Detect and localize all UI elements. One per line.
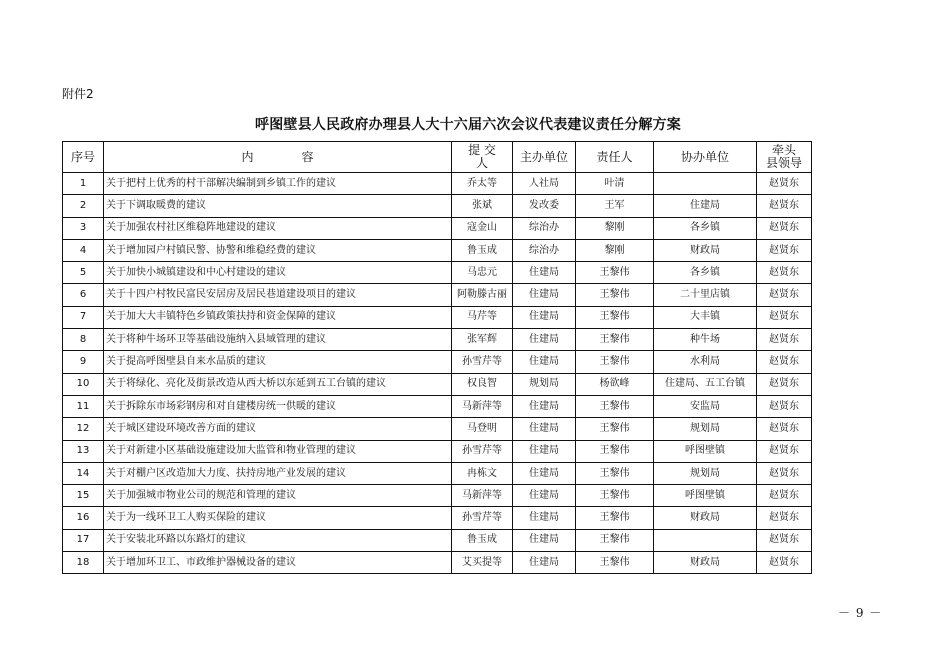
cell-host: 住建局: [513, 440, 576, 462]
header-submitter-line1: 提 交: [468, 143, 496, 157]
cell-responsible: 王黎伟: [576, 552, 654, 574]
table-row: [63, 217, 812, 239]
cell-leader: 赵贤东: [757, 485, 812, 507]
cell-content: 关于加强城市物业公司的规范和管理的建议: [104, 485, 452, 507]
table-row: [63, 239, 812, 261]
cell-leader: 赵贤东: [757, 373, 812, 395]
cell-responsible: 王黎伟: [576, 351, 654, 373]
cell-responsible: 王黎伟: [576, 418, 654, 440]
table-row: [63, 329, 812, 351]
document-title: 呼图壁县人民政府办理县人大十六届六次会议代表建议责任分解方案: [255, 117, 681, 133]
cell-seq: 9: [63, 351, 104, 373]
table-row: [63, 507, 812, 529]
cell-host: 住建局: [513, 485, 576, 507]
cell-leader: 赵贤东: [757, 217, 812, 239]
cell-host: 住建局: [513, 529, 576, 551]
cell-seq: 2: [63, 195, 104, 217]
table-row: [63, 262, 812, 284]
header-assist: 协办单位: [654, 142, 757, 173]
cell-assist: 种牛场: [654, 329, 757, 351]
cell-content: 关于加强农村社区维稳阵地建设的建议: [104, 217, 452, 239]
table-row: [63, 173, 812, 195]
cell-content: 关于提高呼图壁县自来水品质的建议: [104, 351, 452, 373]
cell-seq: 15: [63, 485, 104, 507]
cell-content: 关于拆除东市场彩钢房和对自建楼房统一供暖的建议: [104, 395, 452, 417]
cell-host: 住建局: [513, 306, 576, 328]
cell-content: 关于安装北环路以东路灯的建议: [104, 529, 452, 551]
cell-leader: 赵贤东: [757, 284, 812, 306]
cell-seq: 14: [63, 462, 104, 484]
cell-assist: 财政局: [654, 507, 757, 529]
cell-leader: 赵贤东: [757, 351, 812, 373]
cell-leader: 赵贤东: [757, 395, 812, 417]
cell-seq: 8: [63, 329, 104, 351]
cell-submitter: 孙雪芹等: [452, 351, 513, 373]
cell-assist: 规划局: [654, 462, 757, 484]
attachment-label: 附件2: [62, 87, 94, 101]
table-row: [63, 351, 812, 373]
cell-submitter: 权良智: [452, 373, 513, 395]
cell-assist: 二十里店镇: [654, 284, 757, 306]
cell-host: 综治办: [513, 217, 576, 239]
cell-responsible: 王黎伟: [576, 395, 654, 417]
cell-submitter: 马新萍等: [452, 395, 513, 417]
cell-seq: 13: [63, 440, 104, 462]
cell-submitter: 鲁玉成: [452, 239, 513, 261]
cell-assist: 安监局: [654, 395, 757, 417]
table-row: [63, 284, 812, 306]
cell-leader: 赵贤东: [757, 552, 812, 574]
table-row: [63, 195, 812, 217]
cell-seq: 10: [63, 373, 104, 395]
table-row: [63, 306, 812, 328]
responsibility-table: [62, 141, 812, 574]
cell-content: 关于增加园户村镇民警、协警和维稳经费的建议: [104, 239, 452, 261]
cell-seq: 4: [63, 239, 104, 261]
table-header-row: [63, 142, 812, 173]
cell-responsible: 王黎伟: [576, 462, 654, 484]
cell-assist: [654, 173, 757, 195]
cell-submitter: 马新萍等: [452, 485, 513, 507]
cell-seq: 12: [63, 418, 104, 440]
header-leader-line1: 牵头: [771, 143, 796, 157]
cell-assist: 财政局: [654, 552, 757, 574]
cell-content: 关于下调取暖费的建议: [104, 195, 452, 217]
cell-responsible: 王黎伟: [576, 507, 654, 529]
cell-submitter: 寇金山: [452, 217, 513, 239]
header-submitter-line2: 人: [475, 156, 488, 170]
table-row: [63, 529, 812, 551]
header-leader: [757, 142, 812, 173]
cell-host: 住建局: [513, 329, 576, 351]
cell-content: 关于增加环卫工、市政维护器械设备的建议: [104, 552, 452, 574]
cell-content: 关于城区建设环境改善方面的建议: [104, 418, 452, 440]
header-submitter: [452, 142, 513, 173]
table-row: [63, 552, 812, 574]
cell-leader: 赵贤东: [757, 195, 812, 217]
cell-assist: [654, 529, 757, 551]
cell-responsible: 王黎伟: [576, 485, 654, 507]
cell-submitter: 孙雪芹等: [452, 440, 513, 462]
page-number: － 9 －: [838, 606, 883, 620]
cell-assist: 大丰镇: [654, 306, 757, 328]
cell-submitter: 冉栋文: [452, 462, 513, 484]
cell-host: 人社局: [513, 173, 576, 195]
cell-host: 住建局: [513, 552, 576, 574]
header-responsible: 责任人: [576, 142, 654, 173]
table-row: [63, 440, 812, 462]
cell-host: 住建局: [513, 351, 576, 373]
cell-assist: 水利局: [654, 351, 757, 373]
table-row: [63, 395, 812, 417]
cell-content: 关于加快小城镇建设和中心村建设的建议: [104, 262, 452, 284]
table-row: [63, 462, 812, 484]
cell-leader: 赵贤东: [757, 262, 812, 284]
cell-leader: 赵贤东: [757, 440, 812, 462]
cell-seq: 6: [63, 284, 104, 306]
cell-submitter: 鲁玉成: [452, 529, 513, 551]
cell-host: 住建局: [513, 284, 576, 306]
cell-submitter: 马登明: [452, 418, 513, 440]
cell-seq: 7: [63, 306, 104, 328]
cell-assist: 呼图壁镇: [654, 485, 757, 507]
cell-responsible: 黎刚: [576, 239, 654, 261]
cell-assist: 规划局: [654, 418, 757, 440]
cell-host: 住建局: [513, 395, 576, 417]
cell-assist: 住建局: [654, 195, 757, 217]
cell-host: 住建局: [513, 507, 576, 529]
cell-responsible: 王黎伟: [576, 440, 654, 462]
cell-submitter: 张军辉: [452, 329, 513, 351]
cell-responsible: 王军: [576, 195, 654, 217]
cell-host: 综治办: [513, 239, 576, 261]
cell-seq: 18: [63, 552, 104, 574]
cell-seq: 16: [63, 507, 104, 529]
cell-submitter: 乔太等: [452, 173, 513, 195]
cell-responsible: 王黎伟: [576, 329, 654, 351]
cell-seq: 11: [63, 395, 104, 417]
cell-responsible: 王黎伟: [576, 529, 654, 551]
cell-seq: 1: [63, 173, 104, 195]
table-row: [63, 485, 812, 507]
table-row: [63, 373, 812, 395]
cell-leader: 赵贤东: [757, 173, 812, 195]
cell-leader: 赵贤东: [757, 529, 812, 551]
cell-content: 关于十四户村牧民富民安居房及居民巷道建设项目的建议: [104, 284, 452, 306]
cell-host: 规划局: [513, 373, 576, 395]
cell-submitter: 阿勒滕古丽: [452, 284, 513, 306]
cell-assist: 各乡镇: [654, 262, 757, 284]
cell-content: 关于对新建小区基础设施建设加大监管和物业管理的建议: [104, 440, 452, 462]
cell-host: 住建局: [513, 462, 576, 484]
cell-leader: 赵贤东: [757, 418, 812, 440]
cell-responsible: 杨欲峰: [576, 373, 654, 395]
cell-submitter: 马忠元: [452, 262, 513, 284]
cell-leader: 赵贤东: [757, 507, 812, 529]
table-row: [63, 418, 812, 440]
table-body: [63, 173, 812, 574]
cell-content: 关于对棚户区改造加大力度、扶持房地产业发展的建议: [104, 462, 452, 484]
header-host: 主办单位: [513, 142, 576, 173]
cell-submitter: 艾买提等: [452, 552, 513, 574]
header-leader-line2: 县领导: [765, 156, 802, 170]
cell-submitter: 孙雪芹等: [452, 507, 513, 529]
cell-submitter: 马芹等: [452, 306, 513, 328]
header-seq: 序号: [63, 142, 104, 173]
cell-responsible: 王黎伟: [576, 284, 654, 306]
cell-assist: 财政局: [654, 239, 757, 261]
cell-content: 关于将绿化、亮化及街景改造从西大桥以东延到五工台镇的建议: [104, 373, 452, 395]
cell-assist: 住建局、五工台镇: [654, 373, 757, 395]
cell-content: 关于将种牛场环卫等基础设施纳入县域管理的建议: [104, 329, 452, 351]
cell-leader: 赵贤东: [757, 462, 812, 484]
cell-host: 住建局: [513, 262, 576, 284]
cell-host: 住建局: [513, 418, 576, 440]
cell-leader: 赵贤东: [757, 329, 812, 351]
cell-content: 关于为一线环卫工人购买保险的建议: [104, 507, 452, 529]
cell-assist: 呼图壁镇: [654, 440, 757, 462]
cell-seq: 17: [63, 529, 104, 551]
cell-leader: 赵贤东: [757, 306, 812, 328]
cell-responsible: 王黎伟: [576, 306, 654, 328]
cell-assist: 各乡镇: [654, 217, 757, 239]
cell-leader: 赵贤东: [757, 239, 812, 261]
cell-content: 关于加大大丰镇特色乡镇政策扶持和资金保障的建议: [104, 306, 452, 328]
cell-content: 关于把村上优秀的村干部解决编制到乡镇工作的建议: [104, 173, 452, 195]
cell-submitter: 张斌: [452, 195, 513, 217]
header-content: 内 容: [104, 142, 452, 173]
cell-responsible: 叶清: [576, 173, 654, 195]
cell-seq: 5: [63, 262, 104, 284]
cell-responsible: 王黎伟: [576, 262, 654, 284]
cell-responsible: 黎刚: [576, 217, 654, 239]
cell-seq: 3: [63, 217, 104, 239]
cell-host: 发改委: [513, 195, 576, 217]
